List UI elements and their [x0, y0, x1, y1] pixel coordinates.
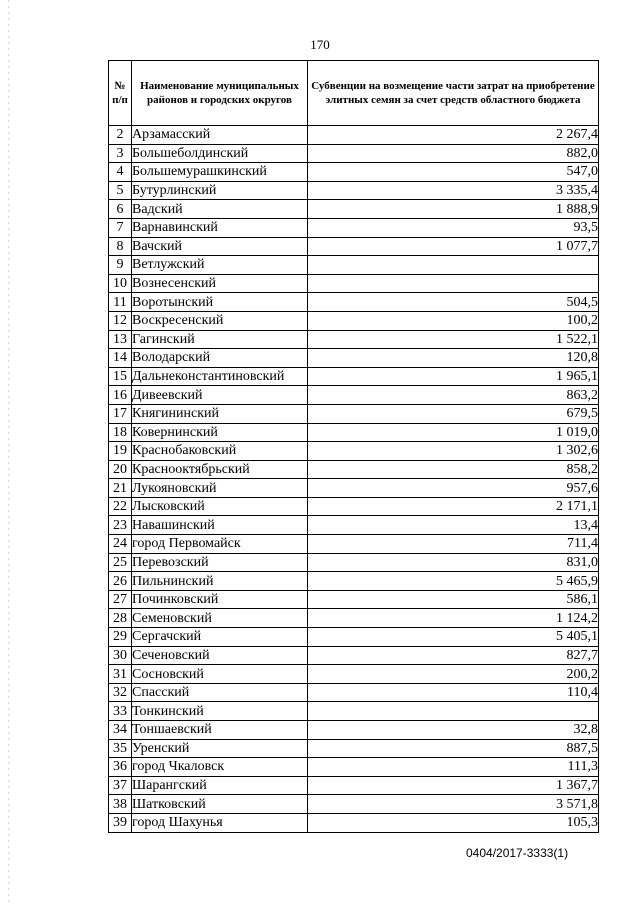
- district-name: Вознесенский: [132, 274, 308, 293]
- subsidy-value: 1 965,1: [308, 367, 599, 386]
- subsidy-value: 1 019,0: [308, 423, 599, 442]
- subsidy-value: 200,2: [308, 665, 599, 684]
- row-number: 16: [109, 386, 132, 405]
- row-number: 29: [109, 628, 132, 647]
- district-name: Вадский: [132, 200, 308, 219]
- district-name: Воротынский: [132, 293, 308, 312]
- table-row: [109, 460, 599, 479]
- table-row: [109, 218, 599, 237]
- table-row: [109, 795, 599, 814]
- district-name: Краснооктябрьский: [132, 460, 308, 479]
- row-number: 17: [109, 404, 132, 423]
- district-name: Сосновский: [132, 665, 308, 684]
- subsidy-value: 1 367,7: [308, 776, 599, 795]
- row-number: 30: [109, 646, 132, 665]
- row-number: 2: [109, 126, 132, 145]
- row-number: 22: [109, 497, 132, 516]
- district-name: Пильнинский: [132, 572, 308, 591]
- district-name: Большемурашкинский: [132, 163, 308, 182]
- row-number: 23: [109, 516, 132, 535]
- subsidy-value: 13,4: [308, 516, 599, 535]
- table-row: [109, 144, 599, 163]
- subsidy-value: 711,4: [308, 535, 599, 554]
- subsidy-value: 679,5: [308, 404, 599, 423]
- subsidy-value: 863,2: [308, 386, 599, 405]
- table-row: [109, 628, 599, 647]
- table-row: [109, 311, 599, 330]
- subsidy-value: 887,5: [308, 739, 599, 758]
- subsidy-value: 2 267,4: [308, 126, 599, 145]
- subsidy-value: 1 888,9: [308, 200, 599, 219]
- table-row: [109, 330, 599, 349]
- row-number: 9: [109, 256, 132, 275]
- table-row: [109, 404, 599, 423]
- district-name: Княгининский: [132, 404, 308, 423]
- table-row: [109, 200, 599, 219]
- table-row: [109, 386, 599, 405]
- district-name: Ковернинский: [132, 423, 308, 442]
- table-row: [109, 367, 599, 386]
- subsidy-value: 1 077,7: [308, 237, 599, 256]
- district-name: Володарский: [132, 349, 308, 368]
- subsidy-value: 120,8: [308, 349, 599, 368]
- row-number: 10: [109, 274, 132, 293]
- subsidy-value: 858,2: [308, 460, 599, 479]
- table-row: [109, 535, 599, 554]
- row-number: 36: [109, 758, 132, 777]
- row-number: 5: [109, 181, 132, 200]
- header-num: № п/п: [109, 61, 132, 126]
- table-row: [109, 590, 599, 609]
- subsidy-value: 831,0: [308, 553, 599, 572]
- subsidy-value: 93,5: [308, 218, 599, 237]
- row-number: 38: [109, 795, 132, 814]
- subsidy-value: 586,1: [308, 590, 599, 609]
- row-number: 8: [109, 237, 132, 256]
- subsidy-value: 3 335,4: [308, 181, 599, 200]
- district-name: Шатковский: [132, 795, 308, 814]
- row-number: 19: [109, 442, 132, 461]
- table-body: [109, 126, 599, 833]
- page-number: 170: [310, 37, 330, 52]
- subsidy-value: 32,8: [308, 721, 599, 740]
- subsidy-value: 827,7: [308, 646, 599, 665]
- table-row: [109, 665, 599, 684]
- district-name: Сеченовский: [132, 646, 308, 665]
- row-number: 35: [109, 739, 132, 758]
- table-row: [109, 423, 599, 442]
- table-row: [109, 721, 599, 740]
- row-number: 27: [109, 590, 132, 609]
- row-number: 4: [109, 163, 132, 182]
- subsidy-value: [308, 274, 599, 293]
- document-code: 0404/2017-3333(1): [466, 846, 569, 860]
- subsidy-value: 105,3: [308, 813, 599, 832]
- subsidy-value: 110,4: [308, 683, 599, 702]
- table-row: [109, 126, 599, 145]
- row-number: 34: [109, 721, 132, 740]
- district-name: Тонкинский: [132, 702, 308, 721]
- district-name: Дальнеконстантиновский: [132, 367, 308, 386]
- district-name: Семеновский: [132, 609, 308, 628]
- row-number: 18: [109, 423, 132, 442]
- row-number: 28: [109, 609, 132, 628]
- district-name: Варнавинский: [132, 218, 308, 237]
- row-number: 37: [109, 776, 132, 795]
- table-row: [109, 293, 599, 312]
- table-row: [109, 442, 599, 461]
- row-number: 39: [109, 813, 132, 832]
- district-name: Арзамасский: [132, 126, 308, 145]
- table-header-row: [109, 61, 599, 126]
- district-name: Лысковский: [132, 497, 308, 516]
- subsidy-value: 5 465,9: [308, 572, 599, 591]
- row-number: 20: [109, 460, 132, 479]
- row-number: 33: [109, 702, 132, 721]
- district-name: Воскресенский: [132, 311, 308, 330]
- row-number: 7: [109, 218, 132, 237]
- table-row: [109, 274, 599, 293]
- row-number: 26: [109, 572, 132, 591]
- table-row: [109, 163, 599, 182]
- subsidy-value: 100,2: [308, 311, 599, 330]
- district-name: Краснобаковский: [132, 442, 308, 461]
- row-number: 11: [109, 293, 132, 312]
- table-row: [109, 646, 599, 665]
- subsidy-value: 3 571,8: [308, 795, 599, 814]
- district-name: Уренский: [132, 739, 308, 758]
- district-name: Гагинский: [132, 330, 308, 349]
- subsidy-value: 882,0: [308, 144, 599, 163]
- subsidy-value: 504,5: [308, 293, 599, 312]
- row-number: 31: [109, 665, 132, 684]
- table-row: [109, 739, 599, 758]
- row-number: 25: [109, 553, 132, 572]
- district-name: Навашинский: [132, 516, 308, 535]
- table-row: [109, 813, 599, 832]
- table-row: [109, 553, 599, 572]
- row-number: 12: [109, 311, 132, 330]
- subsidy-value: [308, 702, 599, 721]
- subsidy-value: 957,6: [308, 479, 599, 498]
- district-name: город Чкаловск: [132, 758, 308, 777]
- table-row: [109, 776, 599, 795]
- row-number: 6: [109, 200, 132, 219]
- header-name: Наименование муниципальных районов и городских округов: [132, 61, 308, 126]
- district-name: Починковский: [132, 590, 308, 609]
- table-row: [109, 758, 599, 777]
- table-row: [109, 609, 599, 628]
- row-number: 24: [109, 535, 132, 554]
- district-name: Сергачский: [132, 628, 308, 647]
- subsidy-value: 1 124,2: [308, 609, 599, 628]
- scan-edge-mark: [8, 0, 9, 905]
- row-number: 21: [109, 479, 132, 498]
- row-number: 13: [109, 330, 132, 349]
- row-number: 14: [109, 349, 132, 368]
- table-row: [109, 497, 599, 516]
- table-row: [109, 479, 599, 498]
- district-name: город Первомайск: [132, 535, 308, 554]
- table-row: [109, 702, 599, 721]
- table-row: [109, 349, 599, 368]
- row-number: 15: [109, 367, 132, 386]
- district-name: Тоншаевский: [132, 721, 308, 740]
- district-name: город Шахунья: [132, 813, 308, 832]
- header-value: Субвенции на возмещение части затрат на приобретение элитных семян за счет средств областного бюджета: [308, 61, 599, 126]
- subsidy-table: [108, 60, 599, 833]
- row-number: 3: [109, 144, 132, 163]
- subsidy-value: 1 302,6: [308, 442, 599, 461]
- subsidy-value: 2 171,1: [308, 497, 599, 516]
- district-name: Дивеевский: [132, 386, 308, 405]
- district-name: Вачский: [132, 237, 308, 256]
- subsidy-value: 547,0: [308, 163, 599, 182]
- table-row: [109, 516, 599, 535]
- subsidy-value: 5 405,1: [308, 628, 599, 647]
- district-name: Бутурлинский: [132, 181, 308, 200]
- table-row: [109, 572, 599, 591]
- subsidy-value: 111,3: [308, 758, 599, 777]
- table-row: [109, 683, 599, 702]
- subsidy-value: [308, 256, 599, 275]
- district-name: Лукояновский: [132, 479, 308, 498]
- table-row: [109, 237, 599, 256]
- district-name: Большеболдинский: [132, 144, 308, 163]
- district-name: Ветлужский: [132, 256, 308, 275]
- district-name: Перевозский: [132, 553, 308, 572]
- subsidy-value: 1 522,1: [308, 330, 599, 349]
- table-row: [109, 256, 599, 275]
- row-number: 32: [109, 683, 132, 702]
- table-row: [109, 181, 599, 200]
- district-name: Спасский: [132, 683, 308, 702]
- district-name: Шарангский: [132, 776, 308, 795]
